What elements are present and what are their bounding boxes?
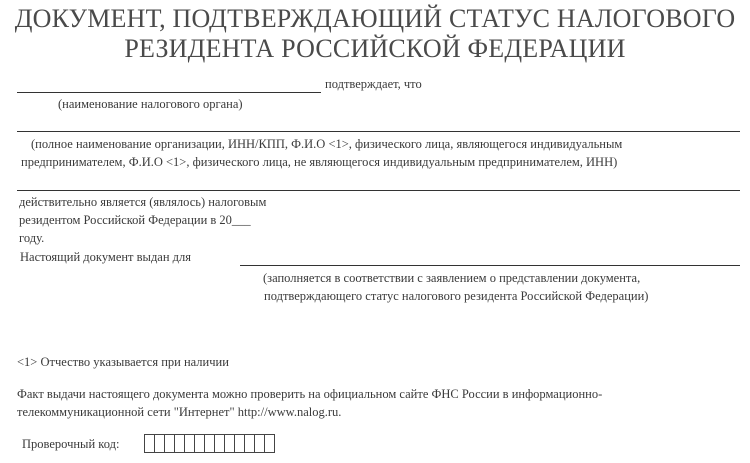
issued-for-field-line	[240, 265, 740, 266]
organization-caption-line-2: предпринимателем, Ф.И.О <1>, физического лица, не являющегося индивидуальным предпринимателем, ИНН)	[21, 155, 618, 169]
organization-caption-line-1: (полное наименование организации, ИНН/КПП, Ф.И.О <1>, физического лица, являющегося индивидуальным	[31, 137, 623, 151]
tax-authority-field-line	[17, 92, 321, 93]
resident-text-line-3: году.	[19, 231, 45, 245]
issued-for-label: Настоящий документ выдан для	[20, 250, 192, 264]
confirms-text: подтверждает, что	[325, 77, 422, 91]
resident-text-line-1: действительно является (являлось) налоговым	[19, 195, 267, 209]
issued-for-caption-line-2: подтверждающего статус налогового резидента Российской Федерации)	[264, 289, 649, 303]
verification-text-line-2: телекоммуникационной сети "Интернет" http://www.nalog.ru.	[17, 405, 342, 419]
organization-field-line	[17, 131, 740, 132]
footnote: <1> Отчество указывается при наличии	[17, 355, 229, 369]
check-code-label: Проверочный код:	[22, 437, 120, 451]
document-title-line-1: ДОКУМЕНТ, ПОДТВЕРЖДАЮЩИЙ СТАТУС НАЛОГОВОГО	[14, 4, 736, 33]
document-title-line-2: РЕЗИДЕНТА РОССИЙСКОЙ ФЕДЕРАЦИИ	[124, 34, 626, 63]
issued-for-caption-line-1: (заполняется в соответствии с заявлением о представлении документа,	[263, 271, 641, 285]
check-code-cell	[264, 434, 275, 453]
tax-authority-caption: (наименование налогового органа)	[58, 97, 243, 111]
check-code-boxes	[144, 434, 275, 453]
organization-field-line-2	[17, 190, 740, 191]
resident-text-line-2: резидентом Российской Федерации в 20___	[19, 213, 251, 227]
verification-text-line-1: Факт выдачи настоящего документа можно проверить на официальном сайте ФНС России в информационно-	[17, 387, 603, 401]
